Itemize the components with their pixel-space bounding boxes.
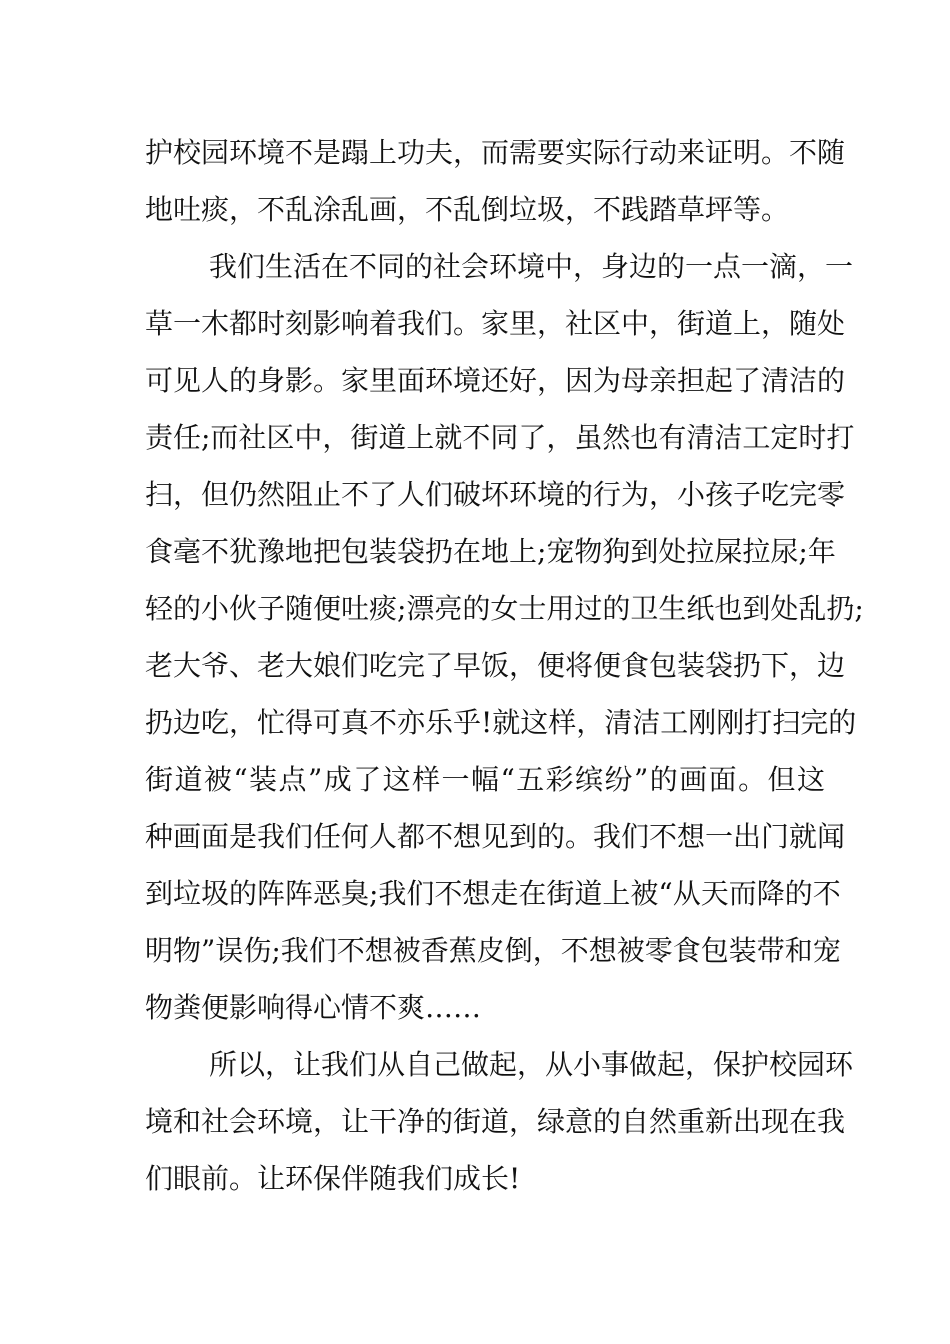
text-line: 可见人的身影。家里面环境还好，因为母亲担起了清洁的 xyxy=(145,364,846,397)
text-line: 扫，但仍然阻止不了人们破坏环境的行为，小孩子吃完零 xyxy=(145,478,846,511)
body-text xyxy=(145,124,864,1207)
text-line: 明物”误伤;我们不想被香蕉皮倒，不想被零食包装带和宠 xyxy=(145,934,841,967)
text-line: 轻的小伙子随便吐痰;漂亮的女士用过的卫生纸也到处乱扔; xyxy=(145,592,864,625)
text-line: 地吐痰，不乱涂乱画，不乱倒垃圾，不践踏草坪等。 xyxy=(145,193,790,226)
text-line: 护校园环境不是蹋上功夫，而需要实际行动来证明。不随 xyxy=(145,136,846,169)
text-line: 境和社会环境，让干净的街道，绿意的自然重新出现在我 xyxy=(145,1105,846,1138)
text-line: 责任;而社区中，街道上就不同了，虽然也有清洁工定时打 xyxy=(145,421,855,454)
text-line: 物粪便影响得心情不爽…… xyxy=(145,991,482,1024)
text-line: 街道被“装点”成了这样一幅“五彩缤纷”的画面。但这 xyxy=(145,763,825,796)
paragraph-2 xyxy=(145,238,864,1036)
text-line: 我们生活在不同的社会环境中，身边的一点一滴，一 xyxy=(209,250,854,283)
text-line: 草一木都时刻影响着我们。家里，社区中，街道上，随处 xyxy=(145,307,846,340)
text-line: 们眼前。让环保伴随我们成长! xyxy=(145,1162,521,1195)
text-line: 种画面是我们任何人都不想见到的。我们不想一出门就闻 xyxy=(145,820,846,853)
text-line: 老大爷、老大娘们吃完了早饭，便将便食包装袋扔下，边 xyxy=(145,649,846,682)
paragraph-1 xyxy=(145,124,846,238)
text-line: 食毫不犹豫地把包装袋扔在地上;宠物狗到处拉屎拉尿;年 xyxy=(145,535,836,568)
paragraph-3 xyxy=(145,1036,854,1207)
text-line: 到垃圾的阵阵恶臭;我们不想走在街道上被“从天而降的不 xyxy=(145,877,841,910)
text-line: 所以，让我们从自己做起，从小事做起，保护校园环 xyxy=(209,1048,854,1081)
text-line: 扔边吃，忙得可真不亦乐乎!就这样，清洁工刚刚打扫完的 xyxy=(145,706,857,739)
